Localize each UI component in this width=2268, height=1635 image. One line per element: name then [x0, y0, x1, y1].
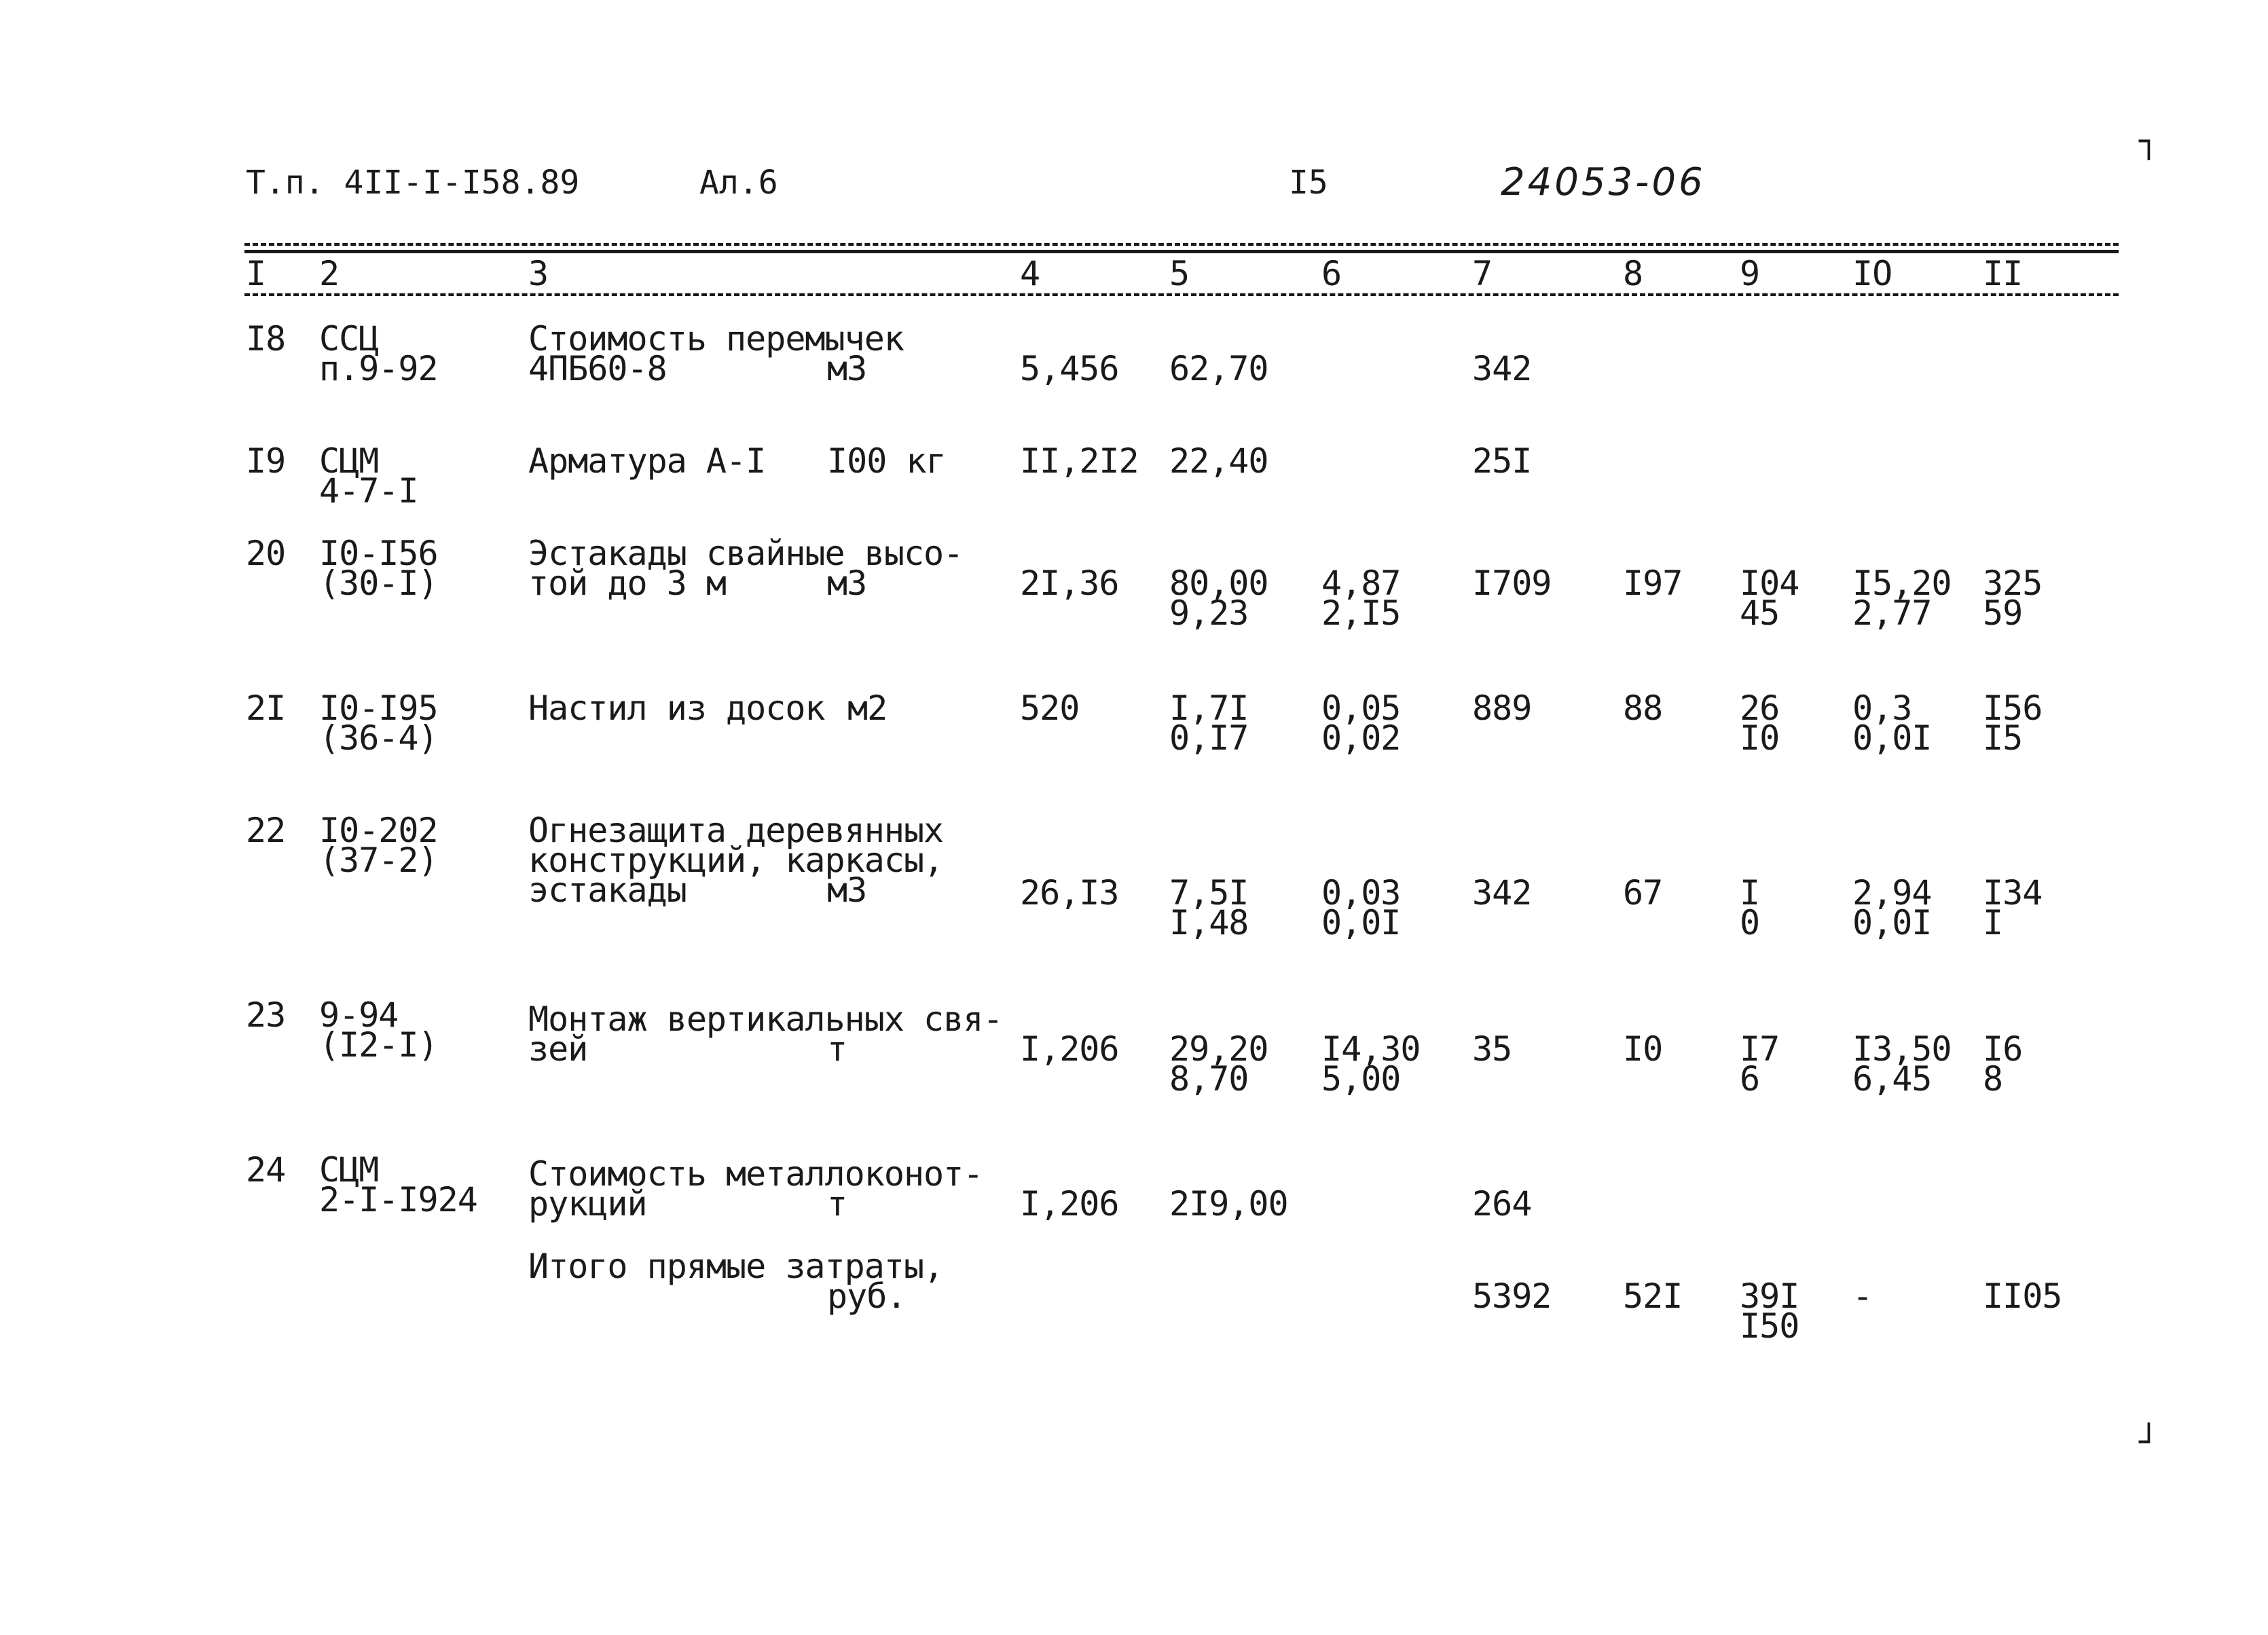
- row-col8-value: 88: [1623, 688, 1663, 728]
- row-code-line: п.9-92: [319, 349, 438, 388]
- row-col5-value: I,7I: [1169, 688, 1249, 728]
- row-code-line: ССЦ: [319, 319, 379, 359]
- row-col5-value: 2I9,00: [1169, 1184, 1288, 1224]
- row-code-line: (I2-I): [319, 1025, 438, 1065]
- row-col10-value: I3,50: [1852, 1029, 1952, 1069]
- row-col9-value: I04: [1740, 564, 1799, 603]
- row-col7-value: I709: [1472, 564, 1552, 603]
- col-header-9: 9: [1740, 254, 1760, 293]
- row-col7-value: 35: [1472, 1029, 1512, 1069]
- row-code-line: I0-202: [319, 811, 438, 850]
- row-quantity: 5,456: [1020, 349, 1119, 388]
- row-col5-value: 7,5I: [1169, 873, 1249, 913]
- row-quantity: I,206: [1020, 1029, 1119, 1069]
- row-col10-value: 0,0I: [1852, 718, 1932, 758]
- row-col7-value: 264: [1472, 1184, 1532, 1224]
- row-quantity: 2I,36: [1020, 564, 1119, 603]
- row-unit: м3: [827, 564, 867, 603]
- row-unit: м2: [847, 688, 888, 728]
- row-col6-value: 0,02: [1321, 718, 1401, 758]
- row-col5-value: I,48: [1169, 903, 1249, 942]
- total-col8-value: 52I: [1623, 1276, 1683, 1316]
- row-col5-value: 0,I7: [1169, 718, 1249, 758]
- row-col10-value: 0,3: [1852, 688, 1912, 728]
- corner-crop-mark-bottom: ┘: [2139, 1423, 2159, 1461]
- corner-crop-mark-top: ┐: [2139, 122, 2159, 160]
- row-col10-value: 6,45: [1852, 1059, 1932, 1099]
- col-header-5: 5: [1169, 254, 1190, 293]
- row-number: 20: [246, 534, 286, 573]
- row-col9-value: 45: [1740, 593, 1780, 633]
- total-col7-value: 5392: [1472, 1276, 1552, 1316]
- row-description-line: Арматура А-I: [528, 441, 766, 481]
- row-col7-value: 342: [1472, 349, 1532, 388]
- row-col11-value: I5: [1983, 718, 2023, 758]
- table-top-rule: [244, 243, 2119, 246]
- row-col5-value: 29,20: [1169, 1029, 1268, 1069]
- row-description-line: Стоимость металлоконот-: [528, 1154, 983, 1194]
- total-label-line: руб.: [827, 1276, 907, 1316]
- row-col6-value: 0,05: [1321, 688, 1401, 728]
- page-number: I5: [1289, 164, 1328, 202]
- row-unit: I00 кг: [827, 441, 946, 481]
- row-col11-value: I56: [1983, 688, 2043, 728]
- row-code-line: СЦМ: [319, 441, 379, 481]
- row-col9-value: 6: [1740, 1059, 1760, 1099]
- row-col6-value: 5,00: [1321, 1059, 1401, 1099]
- row-description-line: рукций: [528, 1184, 647, 1224]
- row-code-line: I0-I56: [319, 534, 438, 573]
- row-col6-value: 4,87: [1321, 564, 1401, 603]
- row-quantity: 520: [1020, 688, 1080, 728]
- row-quantity: I,206: [1020, 1184, 1119, 1224]
- table-header-bottom-rule: [244, 293, 2119, 296]
- doc-reference: Т.п. 4II-I-I58.89: [246, 164, 580, 202]
- row-col11-value: 325: [1983, 564, 2043, 603]
- row-col9-value: 0: [1740, 903, 1760, 942]
- row-description-line: эстакады: [528, 870, 687, 910]
- row-description-line: 4ПБ60-8: [528, 349, 667, 388]
- row-col10-value: 2,77: [1852, 593, 1932, 633]
- row-number: I9: [246, 441, 286, 481]
- col-header-6: 6: [1321, 254, 1342, 293]
- row-col11-value: 8: [1983, 1059, 2003, 1099]
- row-col11-value: I: [1983, 903, 2003, 942]
- row-number: 2I: [246, 688, 286, 728]
- row-col6-value: 0,0I: [1321, 903, 1401, 942]
- row-unit: м3: [827, 349, 867, 388]
- row-unit: т: [827, 1029, 847, 1069]
- row-col10-value: 0,0I: [1852, 903, 1932, 942]
- row-description-line: Стоимость перемычек: [528, 319, 904, 359]
- row-unit: м3: [827, 870, 867, 910]
- row-col5-value: 80,00: [1169, 564, 1268, 603]
- row-col9-value: I: [1740, 873, 1760, 913]
- row-code-line: 4-7-I: [319, 471, 418, 511]
- row-number: I8: [246, 319, 286, 359]
- col-header-2: 2: [319, 254, 340, 293]
- col-header-10: IO: [1852, 254, 1892, 293]
- row-code-line: (37-2): [319, 841, 438, 880]
- row-code-line: 9-94: [319, 995, 399, 1035]
- table-top-rule-2: [244, 250, 2119, 253]
- row-description-line: Монтаж вертикальных свя-: [528, 999, 1003, 1039]
- col-header-7: 7: [1472, 254, 1493, 293]
- total-col9-value: I50: [1740, 1306, 1799, 1346]
- row-code-line: СЦМ: [319, 1150, 379, 1190]
- row-col9-value: 26: [1740, 688, 1780, 728]
- row-col8-value: I97: [1623, 564, 1683, 603]
- row-description-line: зей: [528, 1029, 588, 1069]
- row-col5-value: 62,70: [1169, 349, 1268, 388]
- col-header-3: 3: [528, 254, 549, 293]
- row-col8-value: 67: [1623, 873, 1663, 913]
- row-col6-value: 0,03: [1321, 873, 1401, 913]
- row-description-line: Огнезащита деревянных: [528, 811, 944, 850]
- col-header-4: 4: [1020, 254, 1040, 293]
- row-col9-value: I7: [1740, 1029, 1780, 1069]
- row-description-line: той до 3 м: [528, 564, 727, 603]
- row-col5-value: 8,70: [1169, 1059, 1249, 1099]
- total-col10-value: -: [1852, 1276, 1873, 1316]
- handwritten-stamp-number: 24053-06: [1501, 160, 1706, 204]
- total-col11-value: II05: [1983, 1276, 2062, 1316]
- row-col7-value: 342: [1472, 873, 1532, 913]
- total-col9-value: 39I: [1740, 1276, 1799, 1316]
- row-code-line: I0-I95: [319, 688, 438, 728]
- row-quantity: II,2I2: [1020, 441, 1139, 481]
- row-quantity: 26,I3: [1020, 873, 1119, 913]
- row-col7-value: 25I: [1472, 441, 1532, 481]
- row-col6-value: I4,30: [1321, 1029, 1421, 1069]
- row-description-line: Эстакады свайные высо-: [528, 534, 964, 573]
- row-col5-value: 9,23: [1169, 593, 1249, 633]
- row-col7-value: 889: [1472, 688, 1532, 728]
- row-col10-value: I5,20: [1852, 564, 1952, 603]
- row-number: 23: [246, 995, 286, 1035]
- row-col11-value: I34: [1983, 873, 2043, 913]
- row-description-line: конструкций, каркасы,: [528, 841, 944, 880]
- row-col10-value: 2,94: [1852, 873, 1932, 913]
- row-number: 24: [246, 1150, 286, 1190]
- row-col5-value: 22,40: [1169, 441, 1268, 481]
- row-col6-value: 2,I5: [1321, 593, 1401, 633]
- row-col11-value: I6: [1983, 1029, 2023, 1069]
- row-number: 22: [246, 811, 286, 850]
- total-label-line: Итого прямые затраты,: [528, 1247, 944, 1286]
- row-col9-value: I0: [1740, 718, 1780, 758]
- row-description-line: Настил из досок: [528, 688, 825, 728]
- col-header-11: II: [1983, 254, 2023, 293]
- row-code-line: (36-4): [319, 718, 438, 758]
- col-header-8: 8: [1623, 254, 1643, 293]
- row-col8-value: I0: [1623, 1029, 1663, 1069]
- col-header-1: I: [246, 254, 266, 293]
- album-label: Ал.6: [699, 164, 778, 202]
- row-col11-value: 59: [1983, 593, 2023, 633]
- row-code-line: 2-I-I924: [319, 1180, 477, 1219]
- row-unit: т: [827, 1184, 847, 1224]
- row-code-line: (30-I): [319, 564, 438, 603]
